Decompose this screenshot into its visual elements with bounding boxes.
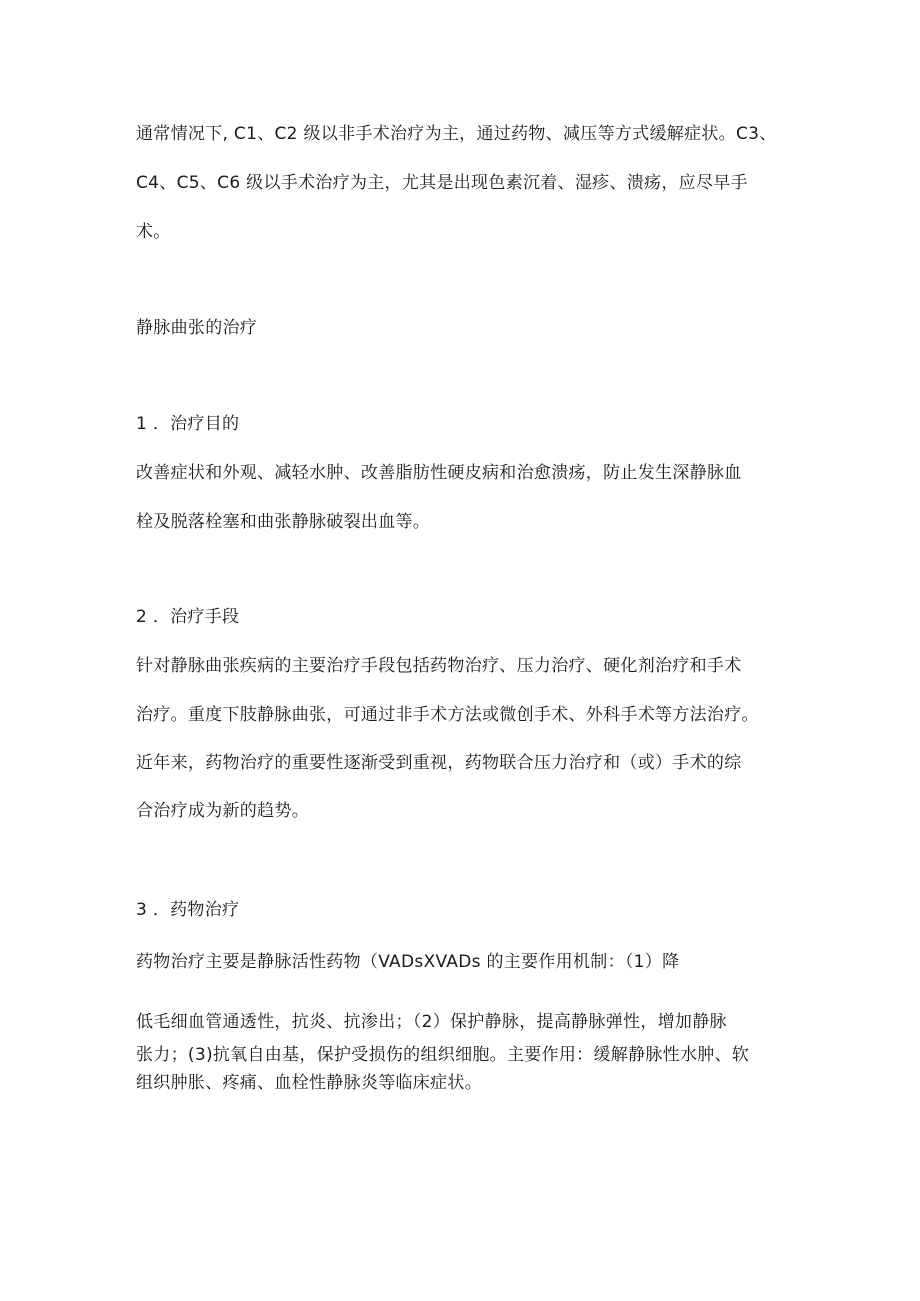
methods-heading: 2 ．治疗手段	[136, 607, 240, 627]
drug-heading: 3 ．药物治疗	[136, 900, 240, 920]
methods-line-1: 针对静脉曲张疾病的主要治疗手段包括药物治疗、压力治疗、硬化剂治疗和手术	[136, 656, 742, 676]
methods-line-2: 治疗。重度下肢静脉曲张，可通过非手术方法或微创手术、外科手术等方法治疗。	[136, 705, 759, 725]
purpose-line-1: 改善症状和外观、减轻水肿、改善脂肪性硬皮病和治愈溃疡，防止发生深静脉血	[136, 463, 742, 483]
purpose-heading: 1 ．治疗目的	[136, 414, 240, 434]
drug-line-3: 张力；(3)抗氧自由基，保护受损伤的组织细胞。主要作用：缓解静脉性水肿、软	[136, 1045, 750, 1065]
methods-line-4: 合治疗成为新的趋势。	[136, 801, 309, 821]
methods-line-3: 近年来，药物治疗的重要性逐渐受到重视，药物联合压力治疗和（或）手术的综	[136, 753, 742, 773]
intro-line-2: C4、C5、C6 级以手术治疗为主，尤其是出现色素沉着、湿疹、溃疡，应尽早手	[136, 173, 748, 193]
drug-line-4: 组织肿胀、疼痛、血栓性静脉炎等临床症状。	[136, 1073, 482, 1093]
drug-line-1: 药物治疗主要是静脉活性药物（VADsXVADs 的主要作用机制：（1）降	[136, 952, 680, 972]
drug-line-2: 低毛细血管通透性，抗炎、抗渗出；（2）保护静脉，提高静脉弹性，增加静脉	[136, 1012, 727, 1032]
intro-line-3: 术。	[136, 222, 171, 242]
purpose-line-2: 栓及脱落栓塞和曲张静脉破裂出血等。	[136, 512, 431, 532]
section-title: 静脉曲张的治疗	[136, 318, 258, 338]
intro-line-1: 通常情况下, C1、C2 级以非手术治疗为主，通过药物、减压等方式缓解症状。C3、	[136, 124, 777, 144]
